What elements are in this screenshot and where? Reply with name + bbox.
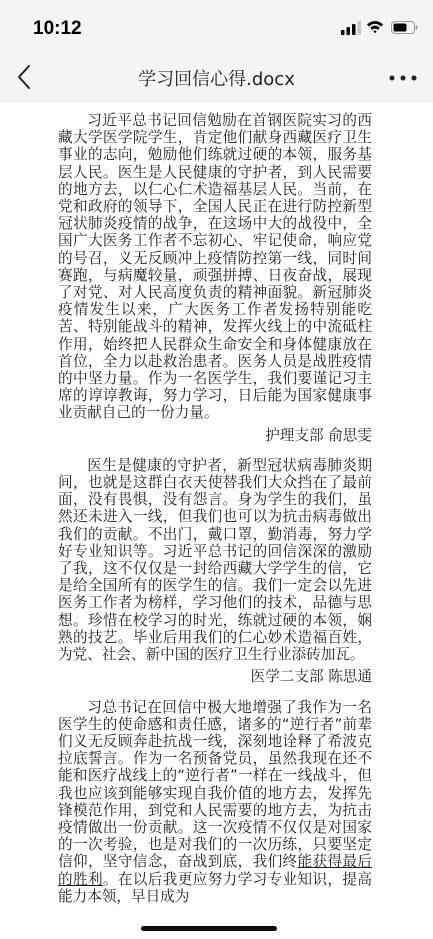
- signature-2: 医学二支部 陈思通: [250, 668, 372, 686]
- home-indicator: [141, 926, 277, 931]
- paragraph-3-text-continued: 。在以后我更应努力学习专业知识，提高能力本领，早日成为: [58, 870, 372, 905]
- paragraph-3-text: 习总书记在回信中极大地增强了我作为一名医学生的使命感和责任感，诸多的“逆行者”前辈们义无反顾奔赴抗战一线，深刻地诠释了希波克拉底誓言。作为一名预备党员，虽然我现在还不能和医疗战线上的“逆行者”一样在一线战斗，但我也应该到能够实现自我价值的地方去，发挥先锋模范作用，到党和人民需要的地方去，为抗击疫情做出一份贡献。这一次疫情不仅仅是对国家的一次考验，也是对我们的一次历练，只要坚定信仰，坚守信念，奋战到底，我们终: [58, 698, 372, 871]
- document-body: [58, 112, 372, 905]
- more-options-icon[interactable]: [388, 73, 418, 83]
- status-bar: [0, 0, 433, 52]
- status-time: 10:12: [33, 18, 82, 39]
- nav-bar: [0, 52, 433, 103]
- paragraph-3-underlined-text: 能获得最后的胜利: [58, 853, 372, 888]
- signature-1: 护理支部 俞思雯: [265, 426, 372, 444]
- document-title: 学习回信心得.docx: [138, 69, 295, 90]
- paragraph-2: 医生是健康的守护者，新型冠状病毒肺炎期间，也就是这群白衣天使替我们大众挡在了最前面，没有畏惧，没有怨言。身为学生的我们，虽然还未进入一线，但我们也可以为抗击病毒做出我们的贡献。不出门，戴口罩，勤消毒，努力学好专业知识等。习近平总书记的回信深深的激励了我，这不仅仅是一封给西藏大学学生的信，它是给全国所有的医学生的信。我们一定会以先进医务工作者为榜样，学习他们的技术，品德与思想。珍惜在校学习的时光，练就过硬的本领，娴熟的技艺。毕业后用我们的仁心妙术造福百姓，为党、社会、新中国的医疗卫生行业添砖加瓦。: [58, 456, 372, 664]
- cellular-signal-icon: [341, 21, 361, 35]
- paragraph-1: 习近平总书记回信勉励在首钢医院实习的西藏大学医学院学生，肯定他们献身西藏医疗卫生事业的志向，勉励他们练就过硬的本领，服务基层人民。医生是人民健康的守护者，到人民需要的地方去，以仁心仁术造福基层人民。当前，在党和政府的领导下，全国人民正在进行防控新型冠状肺炎疫情的战争，在这场中大的战役中，全国广大医务工作者不忘初心、牢记使命，响应党的号召，义无反顾冲上疫情防控第一线，同时间赛跑，与病魔较量，顽强拼搏、日夜奋战，展现了对党、对人民高度负责的精神面貌。新冠肺炎疫情发生以来，广大医务工作者发扬特别能吃苦、特别能战斗的精神，发挥火线上的中流砥柱作用，始终把人民群众生命安全和身体健康放在首位，全力以赴救治患者。医务人员是战胜疫情的中坚力量。作为一名医学生，我们要谨记习主席的谆谆教诲，努力学习，日后能为国家健康事业贡献自己的一份力量。: [58, 112, 372, 422]
- paragraph-3: [58, 699, 372, 905]
- battery-icon: [391, 21, 418, 34]
- wifi-icon: [366, 19, 384, 35]
